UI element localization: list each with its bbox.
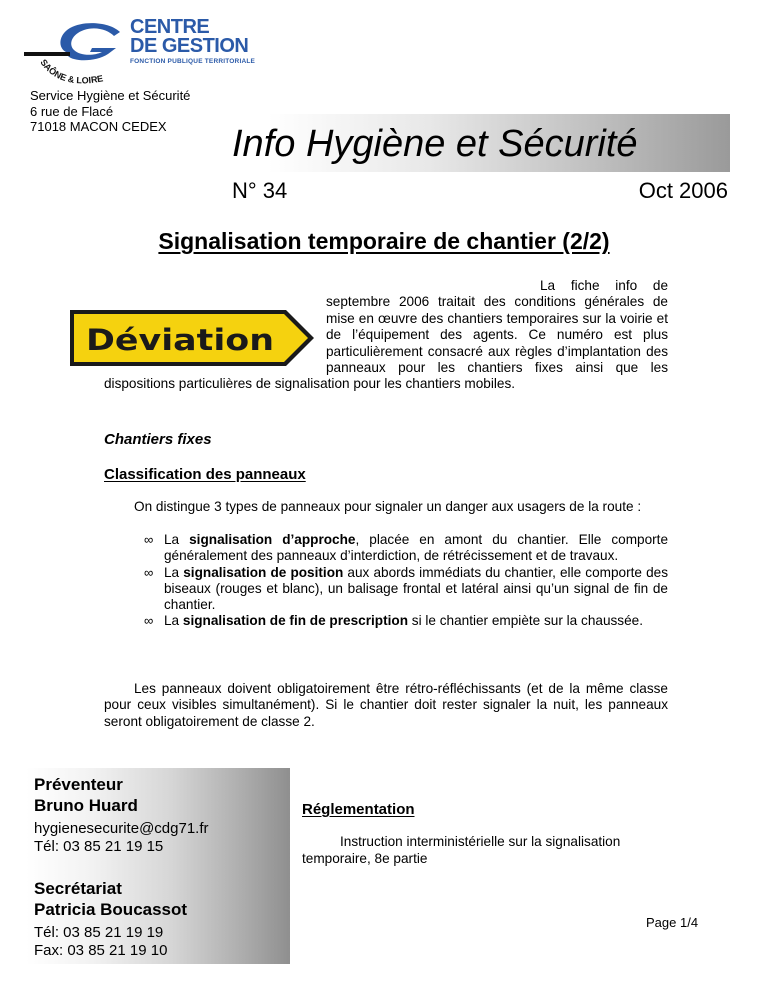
- section-heading-fixed-sites: Chantiers fixes: [104, 431, 212, 448]
- bullet-icon: ∞: [144, 613, 154, 629]
- contact-email[interactable]: hygienesecurite@cdg71.fr: [34, 820, 209, 837]
- bullet-icon: ∞: [144, 564, 154, 580]
- contact-name-secretariat: Patricia Boucassot: [34, 900, 188, 919]
- contact-name-preventeur: Bruno Huard: [34, 796, 138, 815]
- logo-line2: DE GESTION: [130, 35, 249, 57]
- contact-box: [26, 768, 290, 964]
- deviation-sign: [68, 308, 316, 368]
- address-line1: Service Hygiène et Sécurité: [30, 88, 191, 103]
- logo-line1: CENTRE: [130, 16, 210, 38]
- intro-text: La fiche info de septembre 2006 traitait des conditions générales de mise en œuvre des chantiers temporaires sur la voirie et de l’équipement des agents. Ce numéro est plus particulièrement consacré aux règles d’implantation des panneaux pour les chantiers fixes ainsi que les dispositions particulières de signalisation pour les chantiers mobiles.: [104, 278, 668, 392]
- paragraph-text: On distingue 3 types de panneaux pour signaler un danger aux usagers de la route :: [134, 499, 642, 514]
- article-title: Signalisation temporaire de chantier (2/2): [158, 228, 610, 254]
- address-line3: 71018 MACON CEDEX: [30, 119, 167, 134]
- cdg-logo: [22, 18, 272, 98]
- list-item: ∞ La signalisation de fin de prescription si le chantier empiète sur la chaussée.: [144, 613, 643, 629]
- sender-address: [30, 88, 190, 135]
- contact-phone-preventeur: Tél: 03 85 21 19 15: [34, 838, 164, 855]
- paragraph-intro-types: [104, 499, 668, 515]
- bullet-icon: ∞: [144, 532, 154, 547]
- list-item: ∞ La signalisation de position aux abords immédiats du chantier, elle comporte des biseaux (rouges et blanc), un balisage frontal et latéral ainsi qu’un signal de fin de chantier.: [144, 564, 668, 613]
- address-line2: 6 rue de Flacé: [30, 103, 114, 119]
- panel-types-list: [144, 532, 668, 630]
- list-item: ∞ La signalisation d’approche, placée en amont du chantier. Elle comporte généralement des panneaux d’interdiction, de rétrécissement et de travaux.: [144, 532, 669, 564]
- sign-text: Déviation: [86, 323, 274, 357]
- newsletter-title: Info Hygiène et Sécurité: [232, 123, 638, 165]
- contact-role-secretariat: Secrétariat: [34, 879, 122, 898]
- logo-line3: FONCTION PUBLIQUE TERRITORIALE: [130, 58, 256, 65]
- logo-arc: [22, 18, 132, 98]
- subsection-heading-classification: Classification des panneaux: [104, 466, 306, 483]
- paragraph-reflective: [104, 681, 668, 730]
- contact-role-preventeur: Préventeur: [34, 775, 123, 794]
- svg-text:SAÔNE & LOIRE: SAÔNE & LOIRE: [38, 57, 104, 86]
- issue-date: Oct 2006: [638, 178, 728, 203]
- issue-number: N° 34: [232, 178, 288, 203]
- regulation-text: Instruction interministérielle sur la signalisation temporaire, 8e partie: [302, 834, 621, 866]
- contact-phone-secretariat: Tél: 03 85 21 19 19: [34, 924, 164, 941]
- regulation-heading: Réglementation: [302, 801, 415, 818]
- contact-fax: Fax: 03 85 21 19 10: [34, 942, 168, 959]
- paragraph-text: Les panneaux doivent obligatoirement être rétro-réfléchissants (et de la même classe pour ceux visibles simultanément). Si le chantier doit rester signaler la nuit, les panneaux seront obligatoirement de classe 2.: [104, 681, 668, 729]
- page-number: Page 1/4: [646, 915, 699, 930]
